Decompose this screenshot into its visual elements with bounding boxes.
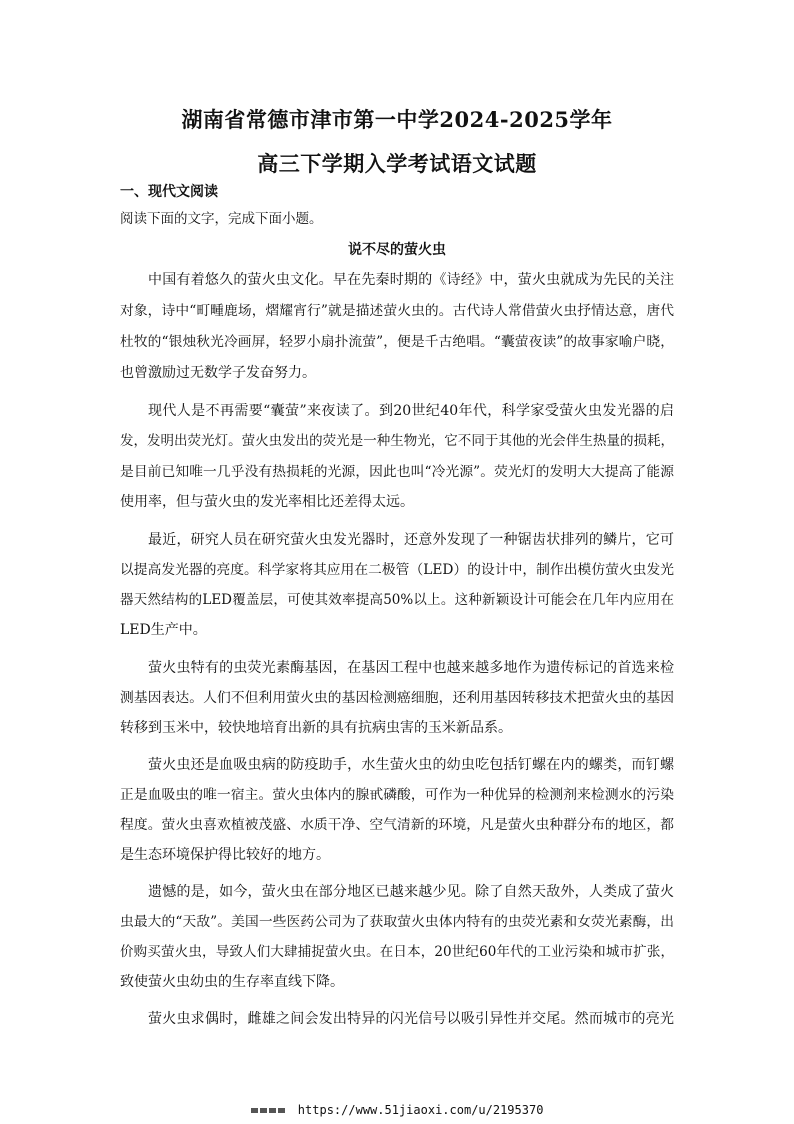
- paragraph-line: 程度。萤火虫喜欢植被茂盛、水质干净、空气清新的环境，凡是萤火虫种群分布的地区，都: [120, 817, 674, 833]
- paragraph-line: 价购买萤火虫，导致人们大肆捕捉萤火虫。在日本，20世纪60年代的工业污染和城市扩张，: [120, 944, 674, 960]
- paragraph-line: 萤火虫还是血吸虫病的防疫助手，水生萤火虫的幼虫吃包括钉螺在内的螺类，而钉螺: [148, 757, 674, 773]
- site-logo-icon: [251, 1107, 285, 1114]
- footer-watermark: [0, 1103, 794, 1117]
- paragraph-line: 杜牧的“银烛秋光冷画屏，轻罗小扇扑流萤”，便是千古绝唱。“囊萤夜读”的故事家喻户晓，: [120, 334, 674, 350]
- paragraph-line: 萤火虫求偶时，雌雄之间会发出特异的闪光信号以吸引异性并交尾。然而城市的亮光: [148, 1011, 674, 1027]
- paragraph-line: 以提高发光器的亮度。科学家将其应用在二极管（LED）的设计中，制作出模仿萤火虫发光: [120, 562, 674, 578]
- paragraph-line: 中国有着悠久的萤火虫文化。早在先秦时期的《诗经》中，萤火虫就成为先民的关注: [148, 272, 674, 288]
- paragraph-line: 是生态环境保护得比较好的地方。: [120, 847, 330, 863]
- paragraph-line: 也曾激励过无数学子发奋努力。: [120, 365, 316, 381]
- paragraph-line: 发，发明出荧光灯。萤火虫发出的荧光是一种生物光，它不同于其他的光会伴生热量的损耗，: [120, 433, 674, 449]
- paragraph-line: 萤火虫特有的虫荧光素酶基因，在基因工程中也越来越多地作为遗传标记的首选来检: [148, 660, 674, 676]
- paragraph-line: 正是血吸虫的唯一宿主。萤火虫体内的腺甙磷酸，可作为一种优异的检测剂来检测水的污染: [120, 787, 674, 803]
- document-title-line-2: 高三下学期入学考试语文试题: [257, 151, 537, 176]
- paragraph-line: 最近，研究人员在研究萤火虫发光器时，还意外发现了一种锯齿状排列的鳞片，它可: [148, 532, 674, 548]
- paragraph-line: LED生产中。: [120, 622, 207, 638]
- paragraph-line: 致使萤火虫幼虫的生存率直线下降。: [120, 974, 344, 990]
- paragraph-line: 转移到玉米中，较快地培育出新的具有抗病虫害的玉米新品系。: [120, 720, 512, 736]
- document-title-line-1: 湖南省常德市津市第一中学2024-2025学年: [181, 107, 613, 132]
- paragraph-line: 虫最大的“天敌”。美国一些医药公司为了获取萤火虫体内特有的虫荧光素和女荧光素酶，出: [120, 914, 674, 930]
- paragraph-line: 对象，诗中“町畽鹿场，熠耀宵行”就是描述萤火虫的。古代诗人常借萤火虫抒情达意，唐代: [120, 303, 674, 319]
- article-title: 说不尽的萤火虫: [348, 242, 446, 258]
- paragraph-line: 遗憾的是，如今，萤火虫在部分地区已越来越少见。除了自然天敌外，人类成了萤火: [148, 884, 674, 900]
- paragraph-line: 器天然结构的LED覆盖层，可使其效率提高50%以上。这种新颖设计可能会在几年内应用在: [120, 592, 674, 608]
- paragraph-line: 测基因表达。人们不但利用萤火虫的基因检测癌细胞，还利用基因转移技术把萤火虫的基因: [120, 690, 674, 706]
- paragraph-line: 使用率，但与萤火虫的发光率相比还差得太远。: [120, 494, 414, 510]
- footer-url: https://www.51jiaoxi.com/u/2195370: [297, 1103, 544, 1117]
- section-heading: 一、现代文阅读: [120, 184, 218, 200]
- instruction-text: 阅读下面的文字，完成下面小题。: [120, 211, 323, 227]
- paragraph-line: 现代人是不再需要“囊萤”来夜读了。到20世纪40年代，科学家受萤火虫发光器的启: [148, 403, 674, 419]
- paragraph-line: 是目前已知唯一几乎没有热损耗的光源，因此也叫“冷光源”。荧光灯的发明大大提高了能源: [120, 464, 674, 480]
